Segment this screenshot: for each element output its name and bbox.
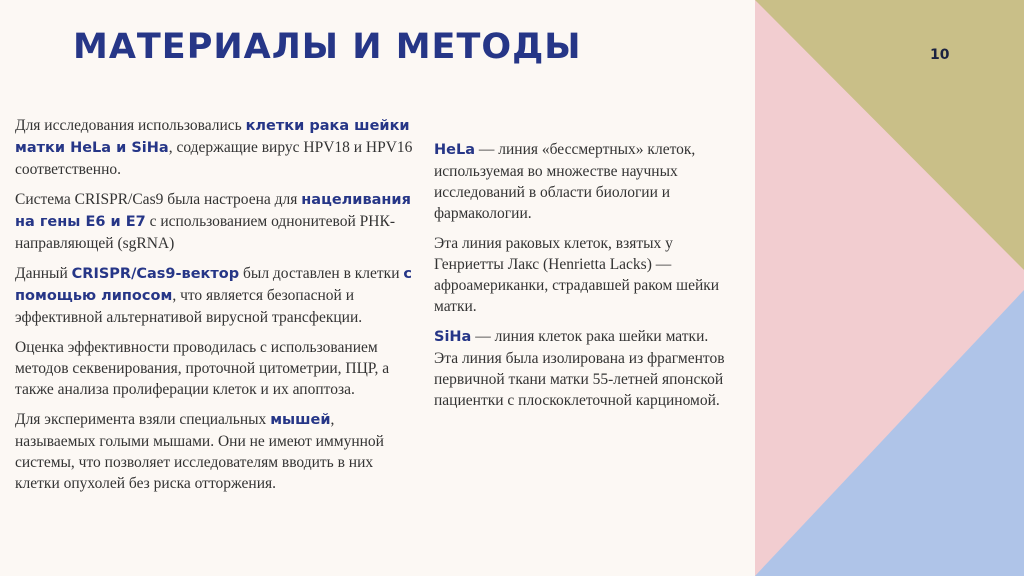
left-column	[15, 115, 415, 503]
paragraph-hela: HeLa — линия «бессмертных» клеток, используемая во множестве научных исследований в области биологии и фармакологии.	[434, 141, 696, 222]
paragraph-delivery: Данный CRISPR/Cas9-вектор был доставлен в клетки с помощью липосом, что является безопасной и эффективной альтернативой вирусной трансфекции.	[15, 265, 412, 326]
paragraph-lacks: Эта линия раковых клеток, взятых у Генриетты Лакс (Henrietta Lacks) — афроамериканки, страдавшей раком шейки матки.	[434, 235, 720, 315]
highlight-hela: HeLa	[434, 142, 475, 158]
paragraph-evaluation: Оценка эффективности проводилась с использованием методов секвенирования, проточной цитометрии, ПЦР, а также анализа пролиферации клеток и их апоптоза.	[15, 339, 390, 398]
page-number: 10	[930, 47, 950, 63]
highlight-mice: мышей	[270, 412, 331, 428]
paragraph-siha: SiHa — линия клеток рака шейки матки. Эта линия была изолирована из фрагментов первичной ткани матки 55-летней японской пациентки с плоскоклеточной карциномой.	[434, 328, 725, 409]
paragraph-mice: Для эксперимента взяли специальных мышей, называемых голыми мышами. Они не имеют иммунной системы, что позволяет исследователям вводить в них клетки опухолей без риска отторжения.	[15, 411, 384, 492]
highlight-liposomes: с помощью липосом	[15, 266, 412, 304]
highlight-targets: нацеливания на гены E6 и E7	[15, 192, 411, 230]
paragraph-cells: Для исследования использовались клетки рака шейки матки HeLa и SiHa, содержащие вирус HPV18 и HPV16 соответственно.	[15, 117, 413, 178]
highlight-cells: клетки рака шейки матки HeLa и SiHa	[15, 118, 410, 156]
paragraph-crispr: Система CRISPR/Cas9 была настроена для нацеливания на гены E6 и E7 с использованием однонитевой РНК-направляющей (sgRNA)	[15, 191, 411, 252]
highlight-vector: CRISPR/Cas9-вектор	[71, 266, 240, 282]
right-column	[434, 139, 734, 420]
page-title: МАТЕРИАЛЫ И МЕТОДЫ	[73, 27, 582, 67]
highlight-siha: SiHa	[434, 329, 472, 345]
